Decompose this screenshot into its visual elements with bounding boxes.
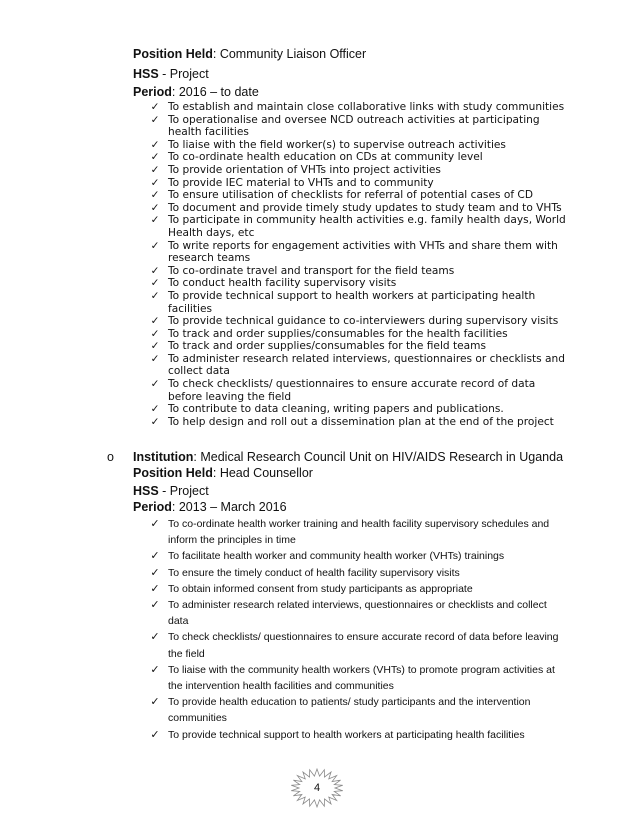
check-icon: ✓ [150,138,160,151]
hss-line [133,66,209,82]
check-icon: ✓ [150,549,160,563]
institution-value: : Medical Research Council Unit on HIV/AIDS Research in Uganda [193,450,564,464]
duty-item [148,101,568,114]
position-held-value: : Community Liaison Officer [212,47,367,61]
check-icon: ✓ [150,517,160,530]
period-label-2: Period [133,500,172,514]
duty-item [148,694,568,726]
duty-text: To liaise with the field worker(s) to supervise outreach activities [168,138,506,151]
duty-text: To obtain informed consent from study participants as appropriate [168,582,473,595]
period-label: Period [133,85,172,99]
duty-item [148,597,568,629]
duties-list-2 [148,516,568,743]
duty-item [148,202,568,215]
check-icon: ✓ [150,695,160,709]
duty-text: To participate in community health activities e.g. family health days, World Health days, etc [168,214,566,239]
check-icon: ✓ [150,378,160,391]
check-icon: ✓ [150,264,160,277]
duty-item [148,315,568,328]
duty-text: To liaise with the community health workers (VHTs) to promote program activities at the intervention health facilities and communities [168,663,555,693]
duty-text: To co-ordinate health education on CDs at community level [168,151,483,164]
duty-item [148,403,568,416]
duty-text: To provide health education to patients/ study participants and the intervention communities [168,696,531,725]
duty-text: To ensure the timely conduct of health facility supervisory visits [168,566,460,579]
duty-text: To check checklists/ questionnaires to ensure accurate record of data before leaving the field [168,631,559,660]
check-icon: ✓ [150,277,160,290]
duty-item [148,416,568,429]
hss-value: - Project [158,67,209,81]
check-icon: ✓ [150,176,160,189]
duty-item [148,114,568,139]
check-icon: ✓ [150,662,160,676]
duty-item [148,378,568,403]
duty-text: To document and provide timely study updates to study team and to VHTs [168,201,562,214]
check-icon: ✓ [150,201,160,214]
position-held-line-2 [133,465,313,481]
duty-item [148,277,568,290]
duty-text: To provide orientation of VHTs into project activities [168,163,441,176]
page-number: 4 [313,782,321,794]
check-icon: ✓ [150,113,160,126]
period-value-2: : 2013 – March 2016 [171,500,287,514]
duty-text: To track and order supplies/consumables for the health facilities [168,327,508,340]
check-icon: ✓ [150,239,160,252]
check-icon: ✓ [150,189,160,202]
check-icon: ✓ [150,598,160,612]
check-icon: ✓ [150,214,160,227]
duty-text: To administer research related interviews, questionnaires or checklists and collect data [168,599,547,628]
duty-item [148,189,568,202]
check-icon: ✓ [150,289,160,302]
check-icon: ✓ [150,403,160,416]
list-bullet-o: o [107,450,114,464]
duty-item [148,177,568,190]
duty-item [148,548,568,564]
duty-text: To co-ordinate travel and transport for the field teams [168,264,455,277]
duty-item [148,727,568,743]
check-icon: ✓ [150,151,160,164]
hss-label: HSS [133,67,159,81]
period-line [133,84,259,100]
page-number-badge [289,768,345,810]
duty-text: To provide technical support to health workers at participating health facilities [168,289,536,315]
duty-item [148,151,568,164]
duty-item [148,164,568,177]
check-icon: ✓ [150,415,160,428]
duty-text: To operationalise and oversee NCD outreach activities at participating health facilities [168,113,540,139]
position-held-label-2: Position Held [133,466,213,480]
duty-item [148,214,568,239]
check-icon: ✓ [150,630,160,644]
hss-line-2 [133,483,209,499]
duty-text: To ensure utilisation of checklists for referral of potential cases of CD [168,189,533,202]
duties-list-1 [148,101,568,428]
position-held-value-2: : Head Counsellor [212,466,313,480]
duty-item [148,265,568,278]
check-icon: ✓ [150,101,160,113]
check-icon: ✓ [150,163,160,176]
check-icon: ✓ [150,727,160,741]
duty-item [148,581,568,597]
duty-text: To conduct health facility supervisory visits [168,277,397,290]
duty-text: To track and order supplies/consumables for the field teams [168,340,486,353]
duty-text: To establish and maintain close collaborative links with study communities [168,101,565,113]
duty-text: To check checklists/ questionnaires to ensure accurate record of data before leaving the field [168,378,536,403]
hss-label-2: HSS [133,484,159,498]
institution-label: Institution [133,450,194,464]
institution-line [133,449,563,465]
check-icon: ✓ [150,581,160,595]
duty-text: To contribute to data cleaning, writing papers and publications. [168,403,504,416]
position-held-line [133,46,366,62]
period-value: : 2016 – to date [171,85,259,99]
check-icon: ✓ [150,352,160,365]
duty-text: To provide IEC material to VHTs and to community [168,176,434,189]
duty-item [148,328,568,341]
duty-text: To provide technical guidance to co-interviewers during supervisory visits [168,315,559,328]
duty-text: To co-ordinate health worker training and health facility supervisory schedules and inform the principles in time [168,518,550,547]
check-icon: ✓ [150,327,160,340]
duty-text: To provide technical support to health workers at participating health facilities [168,728,525,741]
duty-text: To facilitate health worker and community health worker (VHTs) trainings [168,550,505,563]
duty-item [148,240,568,265]
duty-text: To help design and roll out a dissemination plan at the end of the project [168,415,554,428]
duty-item [148,662,568,694]
duty-item [148,629,568,661]
duty-item [148,353,568,378]
hss-value-2: - Project [158,484,209,498]
duty-item [148,565,568,581]
check-icon: ✓ [150,340,160,353]
duty-item [148,290,568,315]
check-icon: ✓ [150,315,160,328]
duty-text: To write reports for engagement activities with VHTs and share them with research teams [168,239,558,265]
duty-item [148,139,568,152]
position-held-label: Position Held [133,47,213,61]
duty-item [148,516,568,548]
period-line-2 [133,499,287,515]
duty-text: To administer research related interviews, questionnaires or checklists and collect data [168,352,565,378]
check-icon: ✓ [150,565,160,579]
duty-item [148,340,568,353]
